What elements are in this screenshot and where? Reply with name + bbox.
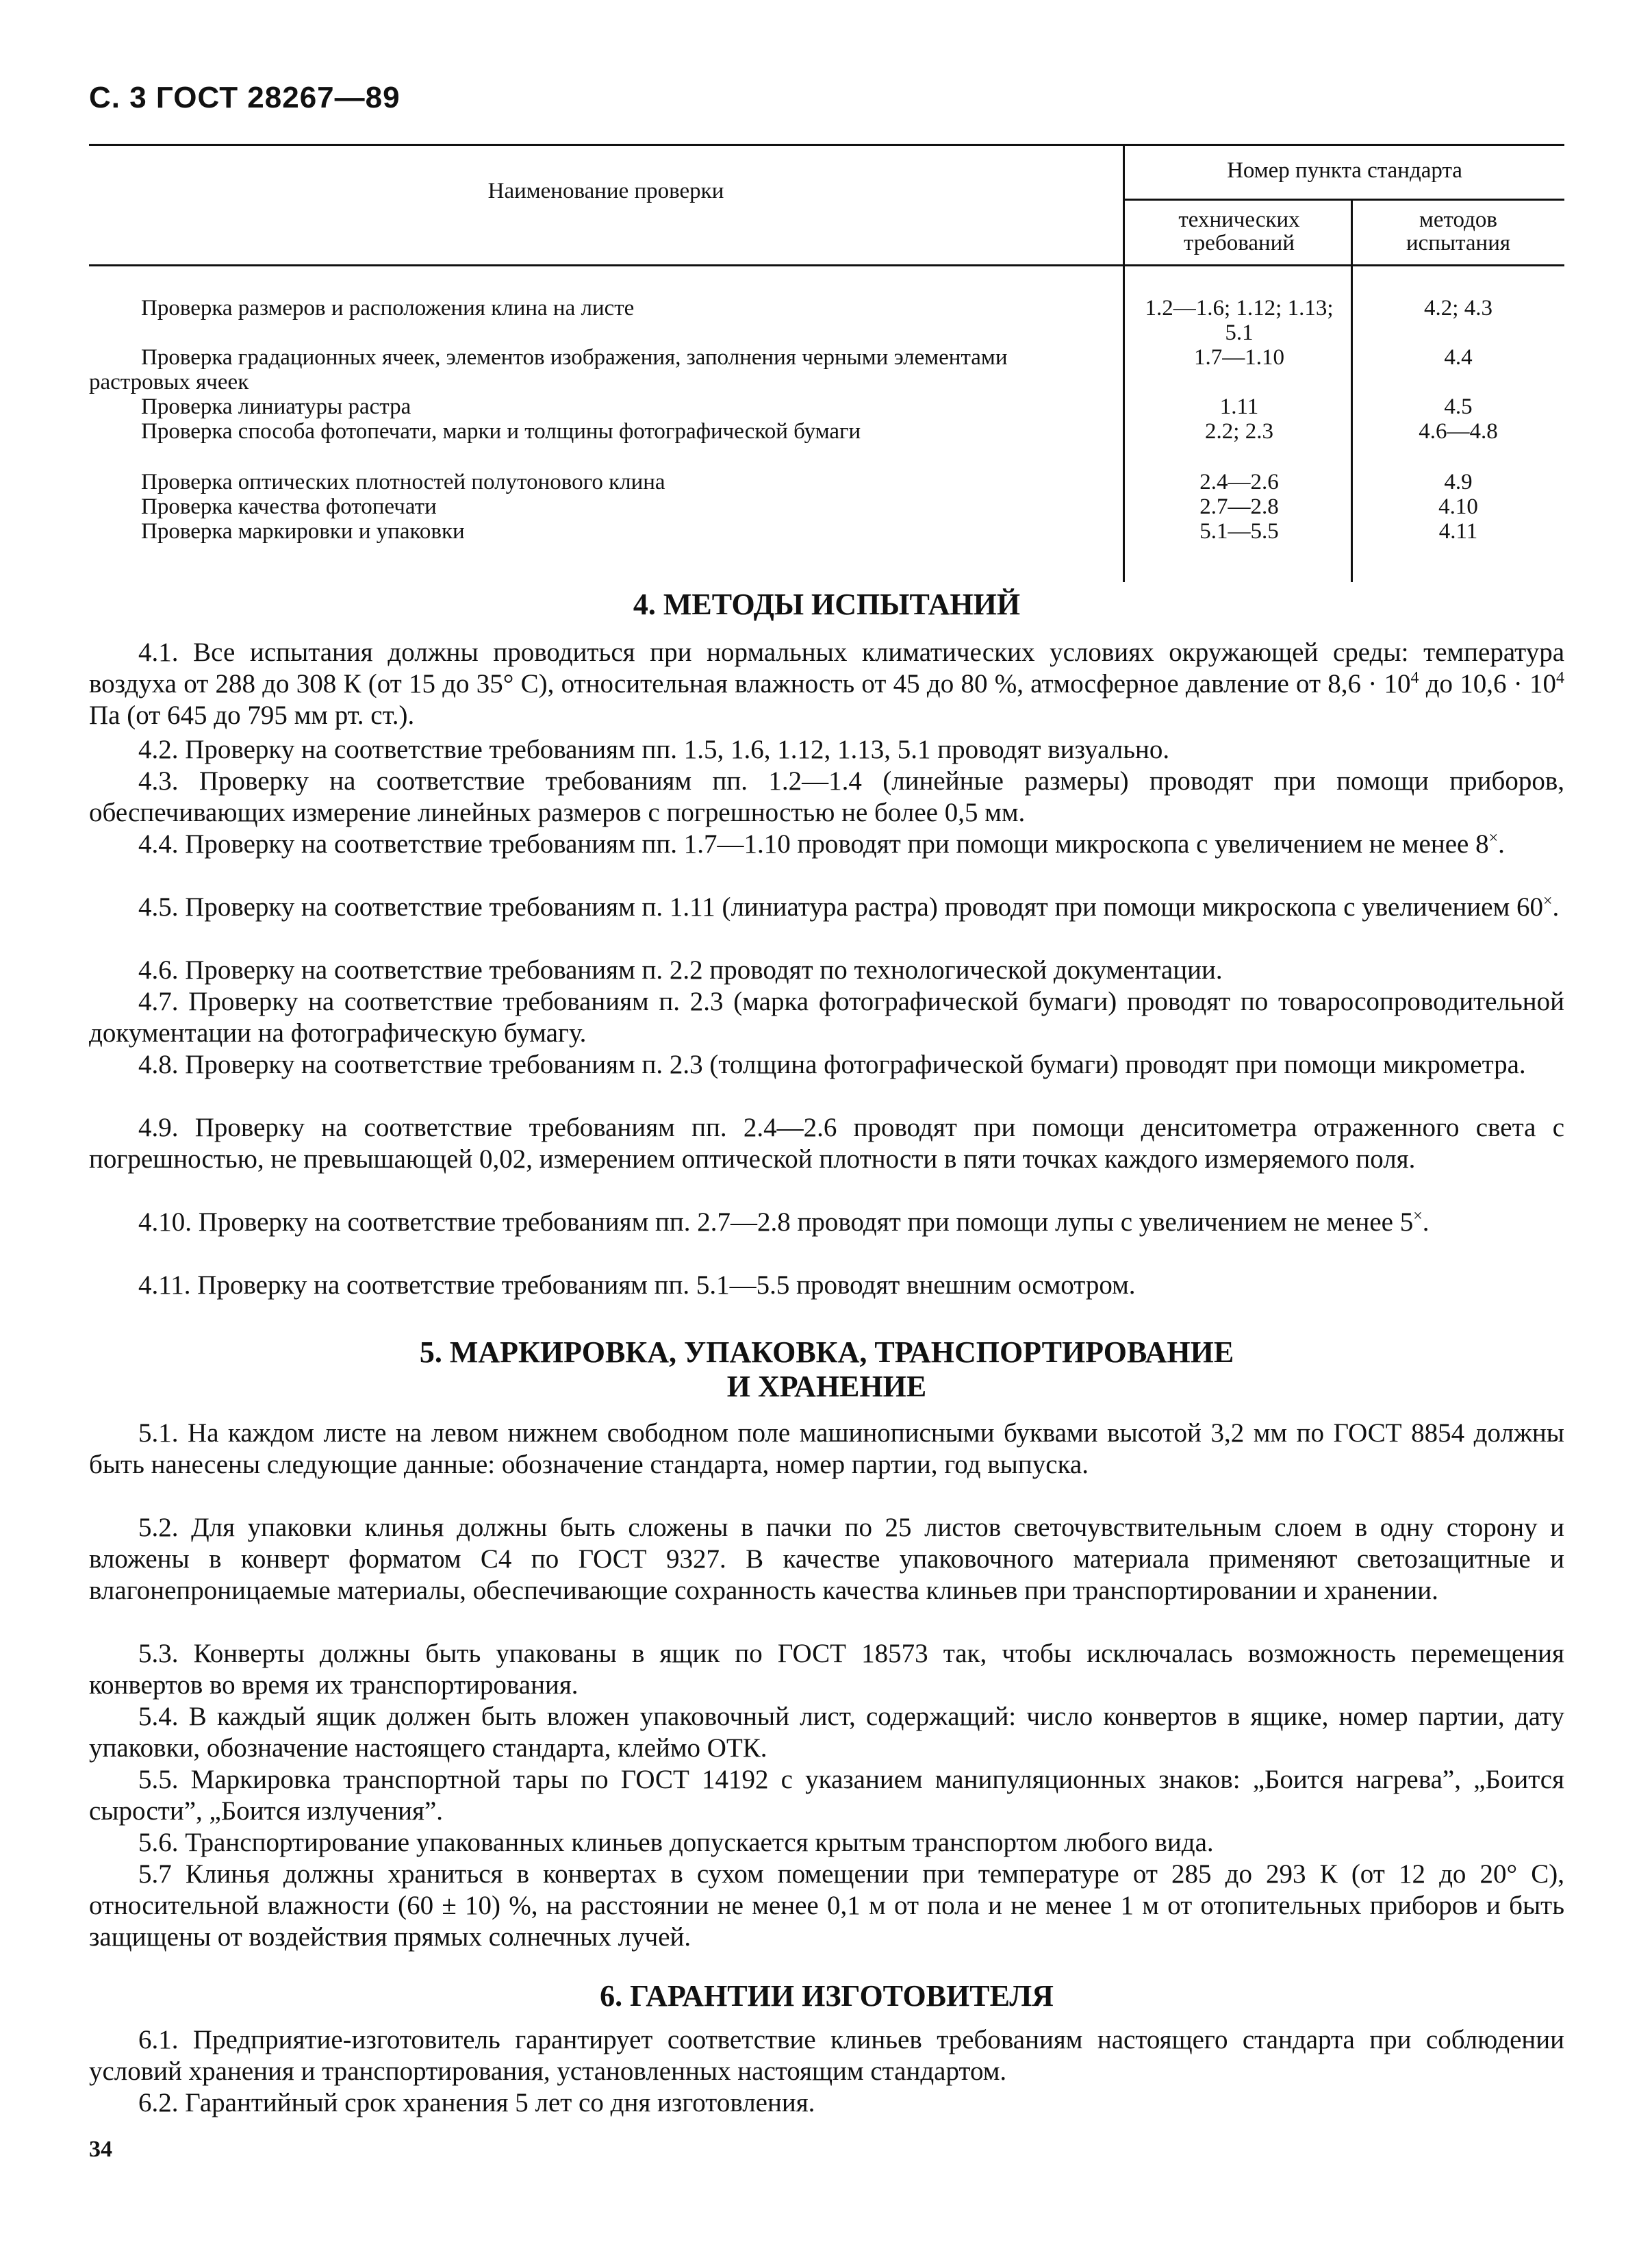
tech-cell: 2.2; 2.3	[1205, 419, 1273, 444]
paragraph-5-6: 5.6. Транспортирование упакованных клиньев допускается крытым транспортом любого вида.	[138, 1828, 1214, 1857]
tech-cell: 1.2—1.6; 1.12; 1.13; 5.1	[1145, 296, 1334, 345]
method-cell: 4.9	[1444, 470, 1473, 494]
page-header: С. 3 ГОСТ 28267—89	[89, 81, 401, 114]
section-5-title: 5. МАРКИРОВКА, УПАКОВКА, ТРАНСПОРТИРОВАНИЕ И ХРАНЕНИЕ	[419, 1335, 1234, 1403]
paragraph-4-8: 4.8. Проверку на соответствие требованиям п. 2.3 (толщина фотографической бумаги) проводят при помощи микрометра.	[138, 1050, 1526, 1079]
section-4-title: 4. МЕТОДЫ ИСПЫТАНИЙ	[633, 588, 1021, 621]
table-row: Проверка градационных ячеек, элементов изображения, заполнения черными элементами растровых ячеек	[89, 345, 1008, 394]
table-row: Проверка маркировки и упаковки	[141, 519, 465, 544]
table-row: Проверка способа фотопечати, марки и толщины фотографической бумаги	[141, 419, 861, 444]
tech-cell: 5.1—5.5	[1199, 519, 1279, 544]
table-subheader-rule	[1124, 199, 1564, 201]
paragraph-4-9: 4.9. Проверку на соответствие требованиям пп. 2.4—2.6 проводят при помощи денситометра отраженного света с погрешностью, не превышающей 0,02, измерением оптической плотности в пяти точках каждого измеряемого поля.	[89, 1113, 1564, 1174]
method-cell: 4.10	[1438, 494, 1478, 519]
page-number: 34	[89, 2137, 112, 2162]
method-cell: 4.2; 4.3	[1424, 296, 1492, 320]
table-top-rule	[89, 144, 1564, 146]
table-row: Проверка оптических плотностей полутонового клина	[141, 470, 665, 494]
method-cell: 4.11	[1438, 519, 1478, 544]
paragraph-4-1: 4.1. Все испытания должны проводиться при нормальных климатических условиях окружающей среды: температура воздуха от 288 до 308 К (от 15 до 35° С), относительная влажность от 45 до 80 %, атмосферное давление от $8,6 \cdot 10^4$ до $10,6 \cdot 10^4$ Па (от 645 до 795 мм рт. ст.).	[89, 638, 1564, 730]
method-cell: 4.6—4.8	[1419, 419, 1498, 444]
paragraph-5-7: 5.7 Клинья должны храниться в конвертах в сухом помещении при температуре от 285 до 293 К (от 12 до 20° С), относительной влажности (60 ± 10) %, на расстоянии не менее 0,1 м от пола и не менее 1 м от отопительных приборов и быть защищены от воздействия прямых солнечных лучей.	[89, 1859, 1564, 1952]
method-cell: 4.4	[1444, 345, 1473, 370]
paragraph-4-7: 4.7. Проверку на соответствие требованиям п. 2.3 (марка фотографической бумаги) проводят по товаросопроводительной документации на фотографическую бумагу.	[89, 987, 1564, 1048]
table-divider-2	[1351, 199, 1353, 582]
paragraph-5-5: 5.5. Маркировка транспортной тары по ГОСТ 14192 с указанием манипуляционных знаков: „Боится нагрева”, „Боится сырости”, „Боится излучения”.	[89, 1765, 1564, 1826]
tech-cell: 2.4—2.6	[1199, 470, 1279, 494]
header-standard-clause: Номер пункта стандарта	[1227, 158, 1462, 183]
paragraph-5-4: 5.4. В каждый ящик должен быть вложен упаковочный лист, содержащий: число конвертов в ящике, номер партии, дату упаковки, обозначение настоящего стандарта, клеймо ОТК.	[89, 1702, 1564, 1763]
paragraph-5-1: 5.1. На каждом листе на левом нижнем свободном поле машинописными буквами высотой 3,2 мм по ГОСТ 8854 должны быть нанесены следующие данные: обозначение стандарта, номер партии, год выпуска.	[89, 1418, 1564, 1479]
paragraph-6-1: 6.1. Предприятие-изготовитель гарантирует соответствие клиньев требованиям настоящего стандарта при соблюдении условий хранения и транспортирования, установленных настоящим стандартом.	[89, 2025, 1564, 2086]
section-6-title: 6. ГАРАНТИИ ИЗГОТОВИТЕЛЯ	[600, 1979, 1054, 2013]
paragraph-6-2: 6.2. Гарантийный срок хранения 5 лет со дня изготовления.	[138, 2088, 815, 2117]
paragraph-4-2: 4.2. Проверку на соответствие требованиям пп. 1.5, 1.6, 1.12, 1.13, 5.1 проводят визуально.	[138, 735, 1170, 764]
paragraph-4-5: 4.5. Проверку на соответствие требованиям п. 1.11 (линиатура растра) проводят при помощи микроскопа с увеличением 60×.	[138, 892, 1560, 922]
header-test-methods: методов испытания	[1406, 207, 1511, 255]
paragraph-5-2: 5.2. Для упаковки клинья должны быть сложены в пачки по 25 листов светочувствительным слоем в одну сторону и вложены в конверт форматом С4 по ГОСТ 9327. В качестве упаковочного материала применяют светозащитные и влагонепроницаемые материалы, обеспечивающие сохранность качества клиньев при транспортировании и хранении.	[89, 1513, 1564, 1605]
method-cell: 4.5	[1444, 394, 1473, 419]
table-row: Проверка размеров и расположения клина на листе	[141, 296, 635, 320]
header-tech-requirements: технических требований	[1178, 207, 1300, 255]
tech-cell: 1.7—1.10	[1194, 345, 1284, 370]
table-divider-1	[1123, 144, 1125, 582]
table-row: Проверка линиатуры растра	[141, 394, 411, 419]
paragraph-4-3: 4.3. Проверку на соответствие требованиям пп. 1.2—1.4 (линейные размеры) проводят при помощи приборов, обеспечивающих измерение линейных размеров с погрешностью не более 0,5 мм.	[89, 766, 1564, 827]
checks-table	[89, 144, 1564, 582]
tech-cell: 2.7—2.8	[1199, 494, 1279, 519]
table-row: Проверка качества фотопечати	[141, 494, 437, 519]
paragraph-4-11: 4.11. Проверку на соответствие требованиям пп. 5.1—5.5 проводят внешним осмотром.	[138, 1270, 1136, 1300]
paragraph-4-6: 4.6. Проверку на соответствие требованиям п. 2.2 проводят по технологической документации.	[138, 955, 1223, 985]
paragraph-5-3: 5.3. Конверты должны быть упакованы в ящик по ГОСТ 18573 так, чтобы исключалась возможность перемещения конвертов во время их транспортирования.	[89, 1639, 1564, 1700]
header-check-name: Наименование проверки	[487, 179, 724, 203]
tech-cell: 1.11	[1219, 394, 1259, 419]
table-header-rule	[89, 264, 1564, 266]
paragraph-4-4: 4.4. Проверку на соответствие требованиям пп. 1.7—1.10 проводят при помощи микроскопа с увеличением не менее 8×.	[138, 829, 1505, 859]
paragraph-4-10: 4.10. Проверку на соответствие требованиям пп. 2.7—2.8 проводят при помощи лупы с увеличением не менее 5×.	[138, 1207, 1429, 1237]
